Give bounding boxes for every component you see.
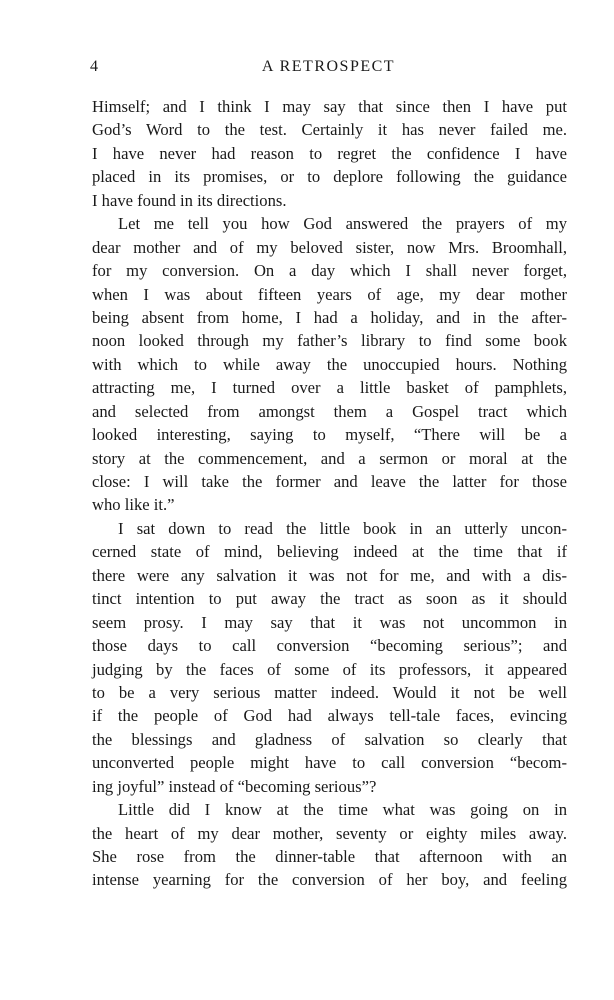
text-line: intense yearning for the conversion of her boy, and feeling xyxy=(92,870,567,890)
text-line: story at the commencement, and a sermon or moral at the xyxy=(92,448,567,468)
page-header xyxy=(90,58,567,82)
text-line: Little did I know at the time what was going on in xyxy=(118,800,567,820)
text-line: seem prosy. I may say that it was not uncommon in xyxy=(92,612,567,632)
text-line: unconverted people might have to call conversion “becom- xyxy=(92,753,567,773)
text-line: close: I will take the former and leave the latter for those xyxy=(92,472,567,491)
text-line: attracting me, I turned over a little basket of pamphlets, xyxy=(92,378,567,398)
text-line: ing joyful” instead of “becoming serious”? xyxy=(92,776,377,796)
running-head: A RETROSPECT xyxy=(261,58,396,75)
text-line: the blessings and gladness of salvation so clearly that xyxy=(92,729,567,749)
text-line: tinct intention to put away the tract as soon as it should xyxy=(92,589,567,609)
text-line: the heart of my dear mother, seventy or eighty miles away. xyxy=(92,823,567,843)
text-line: dear mother and of my beloved sister, now Mrs. Broomhall, xyxy=(92,237,567,257)
text-line: She rose from the dinner-table that afternoon with an xyxy=(92,847,567,866)
text-line: I have never had reason to regret the confidence I have xyxy=(92,143,567,163)
text-line: noon looked through my father’s library to find some book xyxy=(92,331,567,351)
text-line: judging by the faces of some of its professors, it appeared xyxy=(92,659,567,679)
text-line: those days to call conversion “becoming serious”; and xyxy=(92,636,567,656)
text-line: Let me tell you how God answered the prayers of my xyxy=(118,214,567,234)
text-line: with which to while away the unoccupied hours. Nothing xyxy=(92,354,567,374)
text-line: God’s Word to the test. Certainly it has never failed me. xyxy=(92,120,567,140)
text-line: I have found in its directions. xyxy=(92,190,287,210)
text-line: Himself; and I think I may say that since then I have put xyxy=(92,97,567,116)
text-line: who like it.” xyxy=(92,495,175,515)
text-line: for my conversion. On a day which I shall never forget, xyxy=(92,261,567,281)
text-line: there were any salvation it was not for me, and with a dis- xyxy=(92,565,567,585)
text-line: placed in its promises, or to deplore following the guidance xyxy=(92,167,567,187)
text-line: to be a very serious matter indeed. Would it not be well xyxy=(92,682,567,702)
text-line: and selected from amongst them a Gospel tract which xyxy=(92,401,567,421)
page-number: 4 xyxy=(90,58,99,75)
text-line: when I was about fifteen years of age, my dear mother xyxy=(92,284,567,304)
body-text xyxy=(92,95,567,892)
text-line: if the people of God had always tell-tale faces, evincing xyxy=(92,706,567,726)
text-line: cerned state of mind, believing indeed at the time that if xyxy=(92,542,567,562)
text-line: I sat down to read the little book in an utterly uncon- xyxy=(118,518,567,538)
text-line: being absent from home, I had a holiday, and in the after- xyxy=(92,307,567,327)
text-line: looked interesting, saying to myself, “There will be a xyxy=(92,425,567,445)
